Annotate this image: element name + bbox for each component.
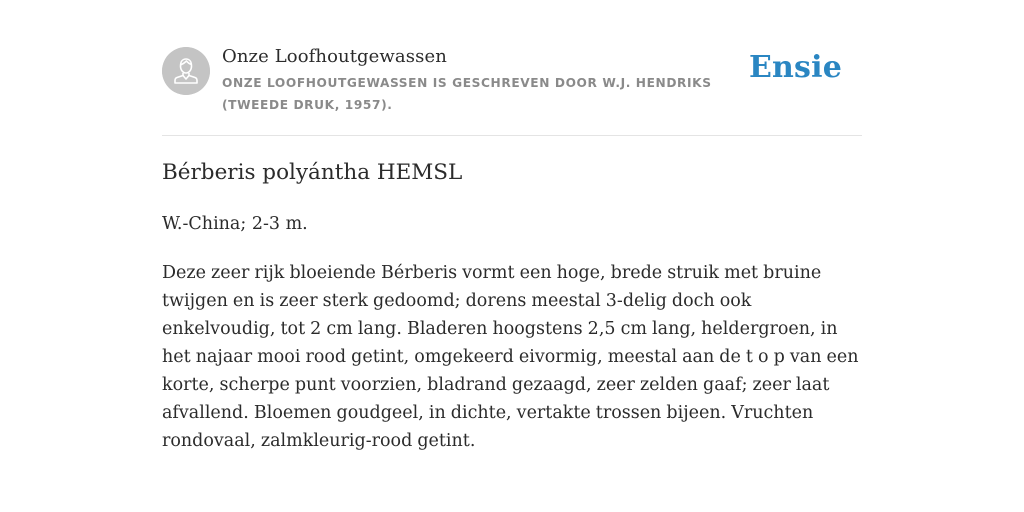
header-divider	[162, 135, 862, 136]
publication-title[interactable]: Onze Loofhoutgewassen	[222, 46, 447, 67]
entry-title: Bérberis polyántha HEMSL	[162, 160, 463, 185]
user-icon[interactable]	[162, 47, 210, 95]
publication-header	[162, 44, 862, 134]
entry-meta: W.-China; 2-3 m.	[162, 214, 308, 234]
publication-description: ONZE LOOFHOUTGEWASSEN IS GESCHREVEN DOOR W.J. HENDRIKS (TWEEDE DRUK, 1957).	[222, 76, 712, 112]
brand-logo[interactable]: Ensie	[748, 50, 842, 85]
entry-body: Deze zeer rijk bloeiende Bérberis vormt een hoge, brede struik met bruine twijgen en is zeer sterk gedoomd; dorens meestal 3-delig doch ook enkelvoudig, tot 2 cm lang. Bladeren hoogstens 2,5 cm lang, heldergroen, in het najaar mooi rood getint, omgekeerd eivormig, meestal aan de t o p van een korte, scherpe punt voorzien, bladrand gezaagd, zeer zelden gaaf; zeer laat afvallend. Bloemen goudgeel, in dichte, vertakte trossen bijeen. Vruchten rondovaal, zalmkleurig-rood getint.	[162, 263, 859, 451]
